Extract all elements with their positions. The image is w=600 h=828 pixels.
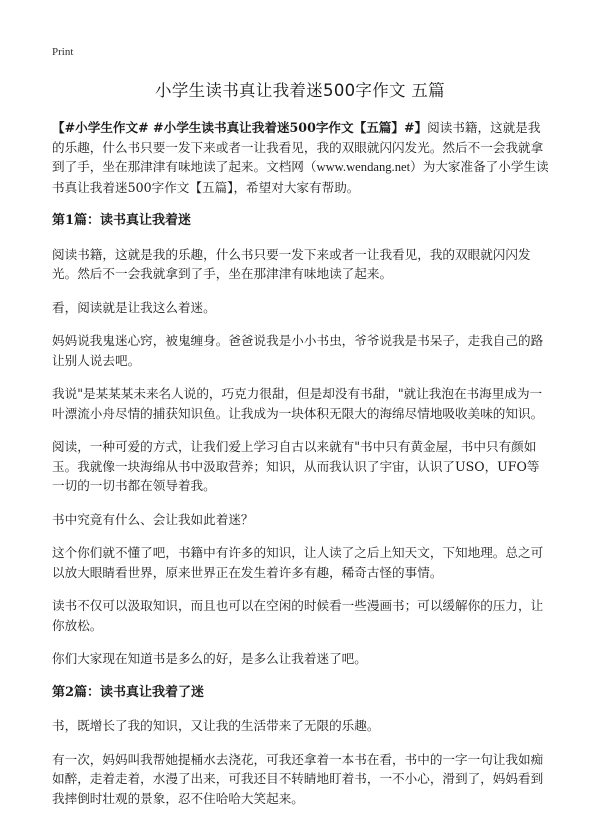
paragraph: 我说"是某某某未来名人说的，巧克力很甜，但是却没有书甜，"就让我泡在书海里成为一叶漂流小舟尽情的捕获知识鱼。让我成为一块体积无限大的海绵尽情地吸收美味的知识。 <box>52 386 544 421</box>
intro-text-a: 阅读书籍，这就是我的乐趣，什么书只要一发下来或者一让我看见，我的双眼就闪闪发光。然后不一会我就拿到了手，坐在那津津有味地读了起来。文档网（ <box>52 120 544 174</box>
paragraph: 阅读，一种可爱的方式，让我们爱上学习自古以来就有"书中只有黄金屋，书中只有颜如玉。我就像一块海绵从书中汲取营养；知识，从而我认识了宇宙，认识了USO，UFO等一切的一切书都在领导着我。 <box>52 439 540 493</box>
print-link[interactable]: Print <box>52 46 74 58</box>
paragraph: 读书不仅可以汲取知识，而且也可以在空闲的时候看一些漫画书；可以缓解你的压力，让你放松。 <box>52 598 544 633</box>
paragraph: 有一次，妈妈叫我帮她提桶水去浇花，可我还拿着一本书在看，书中的一字一句让我如痴如醉，走着走着，水漫了出来，可我还目不转睛地盯着书，一不小心，滑到了，妈妈看到我摔倒时壮观的景象，忍不住哈哈大笑起来。 <box>52 751 544 806</box>
paragraph: 看，阅读就是让我这么着迷。 <box>52 299 216 315</box>
intro-text-b: ）为大家准备了小学生读书真让我着迷500字作文【五篇】，希望对大家有帮助。 <box>52 159 549 195</box>
section-2-heading: 第2篇：读书真让我着了迷 <box>52 684 205 700</box>
paragraph: 妈妈说我鬼迷心窍，被鬼缠身。爸爸说我是小小书虫，爷爷说我是书呆子，走我自己的路让别人说去吧。 <box>52 333 544 368</box>
document-body <box>52 118 552 822</box>
paragraph: 这个你们就不懂了吧，书籍中有许多的知识，让人读了之后上知天文，下知地理。总之可以放大眼睛看世界，原来世界正在发生着许多有趣，稀奇古怪的事情。 <box>52 545 544 580</box>
section-1-heading: 第1篇：读书真让我着迷 <box>52 213 192 228</box>
paragraph: 阅读书籍，这就是我的乐趣，什么书只要一发下来或者一让我看见，我的双眼就闪闪发光。然后不一会我就拿到了手，坐在那津津有味地读了起来。 <box>52 246 531 281</box>
paragraph: 书，既增长了我的知识，又让我的生活带来了无限的乐趣。 <box>52 718 380 733</box>
intro-tag: 【#小学生作文# #小学生读书真让我着迷500字作文【五篇】#】 <box>52 120 428 135</box>
paragraph: 你们大家现在知道书是多么的好，是多么让我着迷了吧。 <box>52 651 367 666</box>
source-url: www.wendang.net <box>316 160 411 174</box>
paragraph: 书中究竟有什么、会让我如此着迷？ <box>52 511 254 527</box>
intro-paragraph <box>52 118 552 197</box>
document-title: 小学生读书真让我着迷500字作文 五篇 <box>155 81 445 100</box>
